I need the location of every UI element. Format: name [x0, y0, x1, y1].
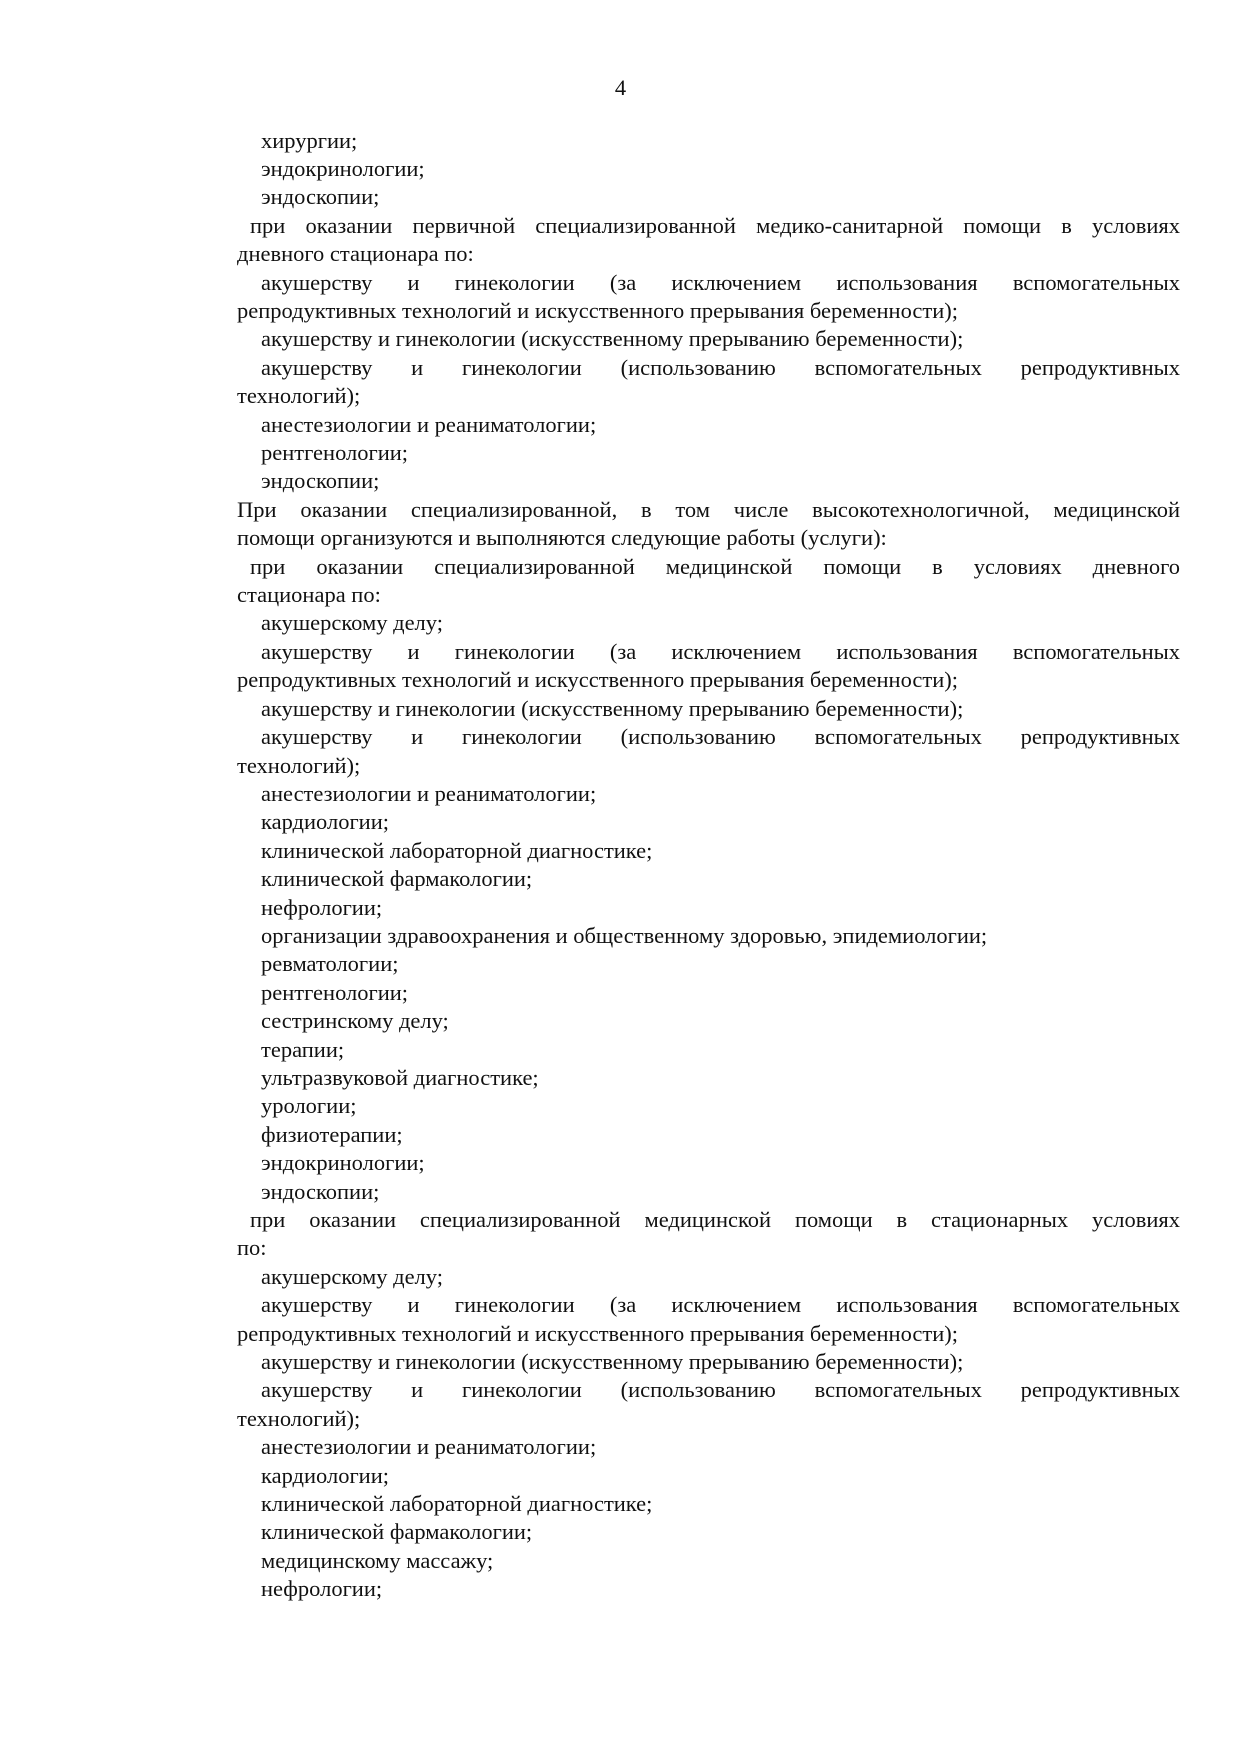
- text-line: акушерству и гинекологии (использованию вспомогательных репродуктивных: [261, 724, 1180, 749]
- text-line: кардиологии;: [261, 1463, 390, 1488]
- text-line: акушерству и гинекологии (использованию вспомогательных репродуктивных: [261, 1377, 1180, 1402]
- text-line: медицинскому массажу;: [261, 1548, 494, 1573]
- text-line: акушерству и гинекологии (использованию вспомогательных репродуктивных: [261, 355, 1180, 380]
- text-line: ревматологии;: [261, 951, 399, 976]
- text-line: рентгенологии;: [261, 440, 409, 465]
- text-line: при оказании специализированной медицинской помощи в стационарных условиях: [250, 1207, 1180, 1232]
- text-line: акушерству и гинекологии (искусственному прерыванию беременности);: [261, 1349, 964, 1374]
- text-line: организации здравоохранения и общественному здоровью, эпидемиологии;: [261, 923, 988, 948]
- text-line: клинической фармакологии;: [261, 1519, 533, 1544]
- text-line: при оказании специализированной медицинской помощи в условиях дневного: [250, 554, 1180, 579]
- text-line: нефрологии;: [261, 1576, 383, 1601]
- text-line: стационара по:: [237, 582, 381, 607]
- text-line: дневного стационара по:: [237, 241, 474, 266]
- text-line: клинической лабораторной диагностике;: [261, 1491, 653, 1516]
- text-line: анестезиологии и реаниматологии;: [261, 781, 597, 806]
- text-line: репродуктивных технологий и искусственного прерывания беременности);: [237, 667, 958, 692]
- text-line: акушерскому делу;: [261, 1264, 443, 1289]
- text-line: акушерству и гинекологии (искусственному прерыванию беременности);: [261, 696, 964, 721]
- text-line: анестезиологии и реаниматологии;: [261, 412, 597, 437]
- text-line: при оказании первичной специализированной медико-санитарной помощи в условиях: [250, 213, 1180, 238]
- text-line: эндокринологии;: [261, 1150, 425, 1175]
- text-line: урологии;: [261, 1093, 357, 1118]
- text-line: акушерству и гинекологии (за исключением использования вспомогательных: [261, 639, 1180, 664]
- page-number: 4: [614, 75, 627, 100]
- text-line: репродуктивных технологий и искусственного прерывания беременности);: [237, 298, 958, 323]
- text-line: акушерству и гинекологии (искусственному прерыванию беременности);: [261, 326, 964, 351]
- text-line: акушерству и гинекологии (за исключением использования вспомогательных: [261, 1292, 1180, 1317]
- text-line: кардиологии;: [261, 809, 390, 834]
- text-line: хирургии;: [261, 128, 358, 153]
- text-line: клинической фармакологии;: [261, 866, 533, 891]
- text-line: эндоскопии;: [261, 468, 380, 493]
- text-line: по:: [237, 1235, 267, 1260]
- text-line: ультразвуковой диагностике;: [261, 1065, 539, 1090]
- text-line: физиотерапии;: [261, 1122, 403, 1147]
- text-line: анестезиологии и реаниматологии;: [261, 1434, 597, 1459]
- text-line: эндоскопии;: [261, 184, 380, 209]
- text-line: клинической лабораторной диагностике;: [261, 838, 653, 863]
- text-line: нефрологии;: [261, 895, 383, 920]
- text-line: акушерству и гинекологии (за исключением использования вспомогательных: [261, 270, 1180, 295]
- text-line: При оказании специализированной, в том числе высокотехнологичной, медицинской: [237, 497, 1180, 522]
- text-line: рентгенологии;: [261, 980, 409, 1005]
- text-line: технологий);: [237, 383, 361, 408]
- text-line: сестринскому делу;: [261, 1008, 449, 1033]
- text-line: репродуктивных технологий и искусственного прерывания беременности);: [237, 1321, 958, 1346]
- text-line: помощи организуются и выполняются следующие работы (услуги):: [237, 525, 887, 550]
- text-line: эндокринологии;: [261, 156, 425, 181]
- text-line: технологий);: [237, 753, 361, 778]
- text-line: акушерскому делу;: [261, 610, 443, 635]
- text-line: терапии;: [261, 1037, 345, 1062]
- text-line: технологий);: [237, 1406, 361, 1431]
- text-line: эндоскопии;: [261, 1179, 380, 1204]
